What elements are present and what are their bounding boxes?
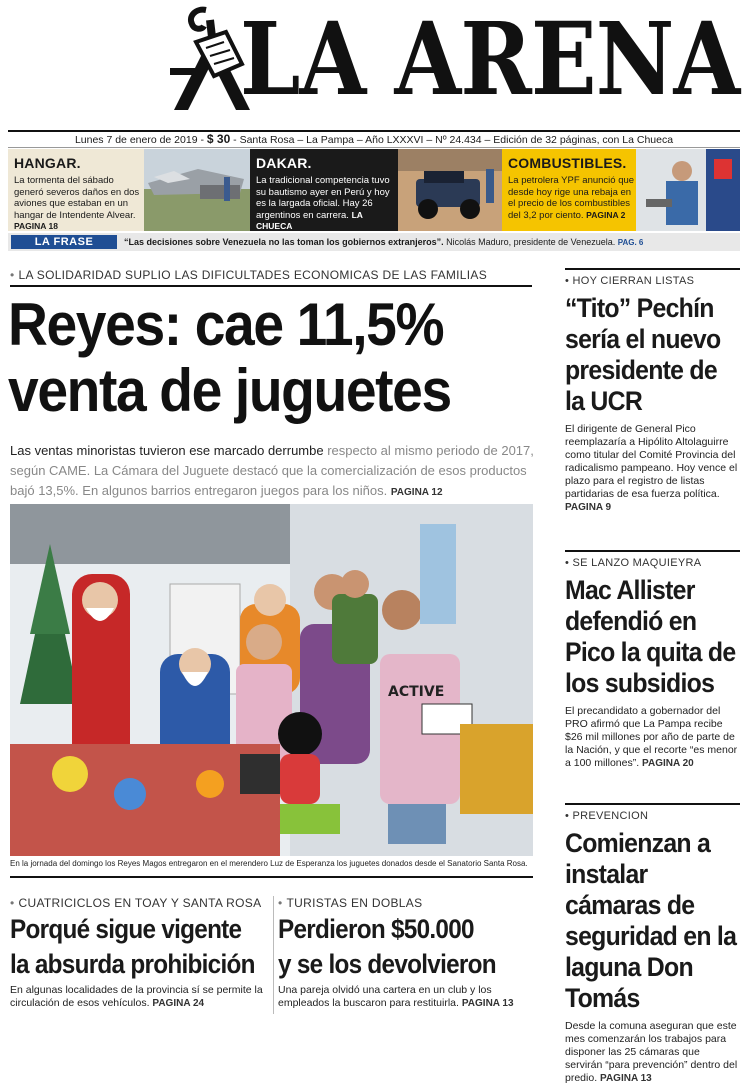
right-body bbox=[565, 423, 740, 514]
la-frase-author: Nicolás Maduro, presidente de Venezuela. bbox=[443, 237, 616, 247]
right-body bbox=[565, 1020, 740, 1085]
main-bottom-rule bbox=[10, 876, 533, 878]
photo-shirt-text: ACTIVE bbox=[388, 684, 445, 700]
main-headline[interactable] bbox=[8, 292, 496, 424]
right-story-pechin[interactable] bbox=[565, 268, 740, 514]
main-kicker bbox=[10, 268, 532, 287]
teaser-title: COMBUSTIBLES. bbox=[508, 155, 627, 171]
right-kicker-text: HOY CIERRAN LISTAS bbox=[572, 275, 695, 287]
la-frase-text bbox=[124, 235, 643, 250]
masthead bbox=[0, 0, 750, 130]
story-headline-line-2: y se los devolvieron bbox=[278, 949, 496, 979]
column-divider bbox=[273, 896, 274, 1014]
teaser-combustibles[interactable] bbox=[502, 149, 636, 231]
teaser-body: La tradicional competencia tuvo su bautismo ayer en Perú y hoy es la largada oficial. Hay 26 argentinos en carrera. bbox=[256, 175, 390, 221]
teaser-body: La petrolera YPF anunció que desde hoy rige una rebaja en el precio de los combustibles del 3,2 por ciento. bbox=[508, 175, 635, 221]
la-frase-tag: LA FRASE bbox=[11, 235, 117, 249]
teaser-title: HANGAR. bbox=[14, 155, 81, 171]
la-frase-quote: “Las decisiones sobre Venezuela no las toman los gobiernos extranjeros”. bbox=[124, 237, 444, 247]
fuel-photo bbox=[636, 149, 740, 231]
hangar-photo-image bbox=[144, 149, 250, 231]
right-page-ref[interactable]: PAGINA 20 bbox=[642, 758, 694, 769]
main-headline-line-2: venta de juguetes bbox=[8, 357, 451, 424]
fuel-photo-image bbox=[636, 149, 740, 231]
dakar-photo bbox=[398, 149, 502, 231]
story-headline bbox=[278, 912, 510, 982]
right-kicker bbox=[565, 268, 740, 287]
teaser-page: LA CHUECA bbox=[256, 209, 363, 231]
kicker-bullet-icon: • bbox=[10, 896, 15, 910]
main-photo bbox=[10, 504, 533, 856]
teaser-title: DAKAR. bbox=[256, 155, 312, 171]
story-headline-line-1: Porqué sigue vigente bbox=[10, 914, 242, 944]
right-kicker-text: SE LANZO MAQUIEYRA bbox=[572, 557, 702, 569]
hangar-photo bbox=[144, 149, 250, 231]
kicker-bullet-icon: • bbox=[278, 896, 283, 910]
la-frase-page: PAG. 6 bbox=[617, 238, 644, 247]
kicker-bullet-icon: • bbox=[10, 268, 15, 282]
dakar-photo-image bbox=[398, 149, 502, 231]
right-headline: Comienzan a instalar cámaras de seguridad en la laguna Don Tomás bbox=[565, 828, 737, 1013]
right-headline: Mac Allister defendió en Pico la quita de los subsidios bbox=[565, 575, 736, 698]
dateline: Lunes 7 de enero de 2019 - $ 30 - Santa Rosa – La Pampa – Año LXXXVI – Nº 24.434 – Edición de 32 páginas, con La Chueca bbox=[8, 130, 740, 148]
kicker-bullet-icon: • bbox=[565, 810, 573, 822]
right-story-mac-allister[interactable] bbox=[565, 550, 740, 770]
main-page-ref[interactable]: PAGINA 12 bbox=[390, 487, 443, 498]
right-body bbox=[565, 705, 740, 770]
right-story-camaras[interactable] bbox=[565, 803, 740, 1085]
right-page-ref[interactable]: PAGINA 13 bbox=[600, 1073, 652, 1084]
story-kicker bbox=[278, 896, 536, 910]
teaser-body: La tormenta del sábado generó severos daños en dos aviones que estaban en un hangar de Intendente Alvear. bbox=[14, 175, 140, 221]
story-kicker-text: TURISTAS EN DOBLAS bbox=[286, 896, 423, 910]
story-page-ref[interactable]: PAGINA 13 bbox=[461, 998, 514, 1009]
main-headline-line-1: Reyes: cae 11,5% bbox=[8, 291, 444, 358]
kicker-bullet-icon: • bbox=[565, 275, 573, 287]
story-body-text: En algunas localidades de la provincia sí se permite la circulación de esos vehículos. bbox=[10, 984, 263, 1009]
teaser-strip bbox=[8, 149, 740, 231]
photo-caption: En la jornada del domingo los Reyes Magos entregaron en el merendero Luz de Esperanza los juguetes donados desde el Sanatorio Santa Rosa. bbox=[10, 859, 528, 868]
story-body bbox=[278, 984, 536, 1010]
dateline-details: Santa Rosa – La Pampa – Año LXXXVI – Nº 24.434 – Edición de 32 páginas, con La Chueca bbox=[239, 134, 674, 146]
story-cuatriciclos[interactable] bbox=[10, 896, 272, 1010]
teaser-hangar[interactable] bbox=[8, 149, 143, 231]
masthead-title: LA ARENA bbox=[240, 0, 740, 118]
right-kicker-text: PREVENCION bbox=[572, 810, 649, 822]
main-kicker-text: LA SOLIDARIDAD SUPLIO LAS DIFICULTADES ECONOMICAS DE LAS FAMILIAS bbox=[18, 268, 488, 282]
teaser-page: PAGINA 18 bbox=[14, 221, 58, 231]
teaser-dakar[interactable] bbox=[250, 149, 398, 231]
dateline-price: $ 30 bbox=[206, 132, 231, 146]
story-body bbox=[10, 984, 272, 1010]
la-frase-bar bbox=[8, 233, 740, 251]
story-headline-line-1: Perdieron $50.000 bbox=[278, 914, 474, 944]
kicker-bullet-icon: • bbox=[565, 557, 573, 569]
reyes-magos-photo-image bbox=[10, 504, 533, 856]
story-headline bbox=[10, 912, 255, 982]
right-page-ref[interactable]: PAGINA 9 bbox=[565, 502, 612, 513]
dateline-date: Lunes 7 de enero de 2019 bbox=[74, 134, 198, 146]
story-kicker-text: CUATRICICLOS EN TOAY Y SANTA ROSA bbox=[18, 896, 262, 910]
main-deck-lead: Las ventas minoristas tuvieron ese marcado derrumbe bbox=[10, 443, 324, 458]
main-deck bbox=[10, 441, 535, 503]
right-body-text: El dirigente de General Pico reemplazaría a Hipólito Altolaguirre como titular del Comité Provincia del radicalismo pampeano. Hoy vence el plazo para el registro de listas partidarias de esa fuerza política. bbox=[565, 423, 738, 500]
teaser-page: PAGINA 2 bbox=[586, 209, 626, 220]
right-body-text: Desde la comuna aseguran que este mes comenzarán los trabajos para disponer las 25 cámaras que servirán “para prevención” dentro del predio. bbox=[565, 1020, 738, 1084]
right-kicker bbox=[565, 550, 740, 569]
right-body-text: El precandidato a gobernador del PRO afirmó que La Pampa recibe $26 mil millones por año de parte de la Nación, y que el recorte “es menor a 100 millones”. bbox=[565, 705, 738, 769]
main-deck-rest: respecto al mismo periodo de 2017, según CAME. La Cámara del Juguete destacó que la comercialización de esos productos bajó 13,5%. En algunos barrios entregaron juegos para los niños. bbox=[10, 443, 534, 498]
story-headline-line-2: la absurda prohibición bbox=[10, 949, 255, 979]
story-page-ref[interactable]: PAGINA 24 bbox=[152, 998, 205, 1009]
right-kicker bbox=[565, 803, 740, 822]
right-headline: “Tito” Pechín sería el nuevo presidente de la UCR bbox=[565, 293, 721, 416]
story-body-text: Una pareja olvidó una cartera en un club y los empleados la buscaron para restituirla. bbox=[278, 984, 492, 1009]
story-turistas[interactable] bbox=[278, 896, 536, 1010]
story-kicker bbox=[10, 896, 272, 910]
